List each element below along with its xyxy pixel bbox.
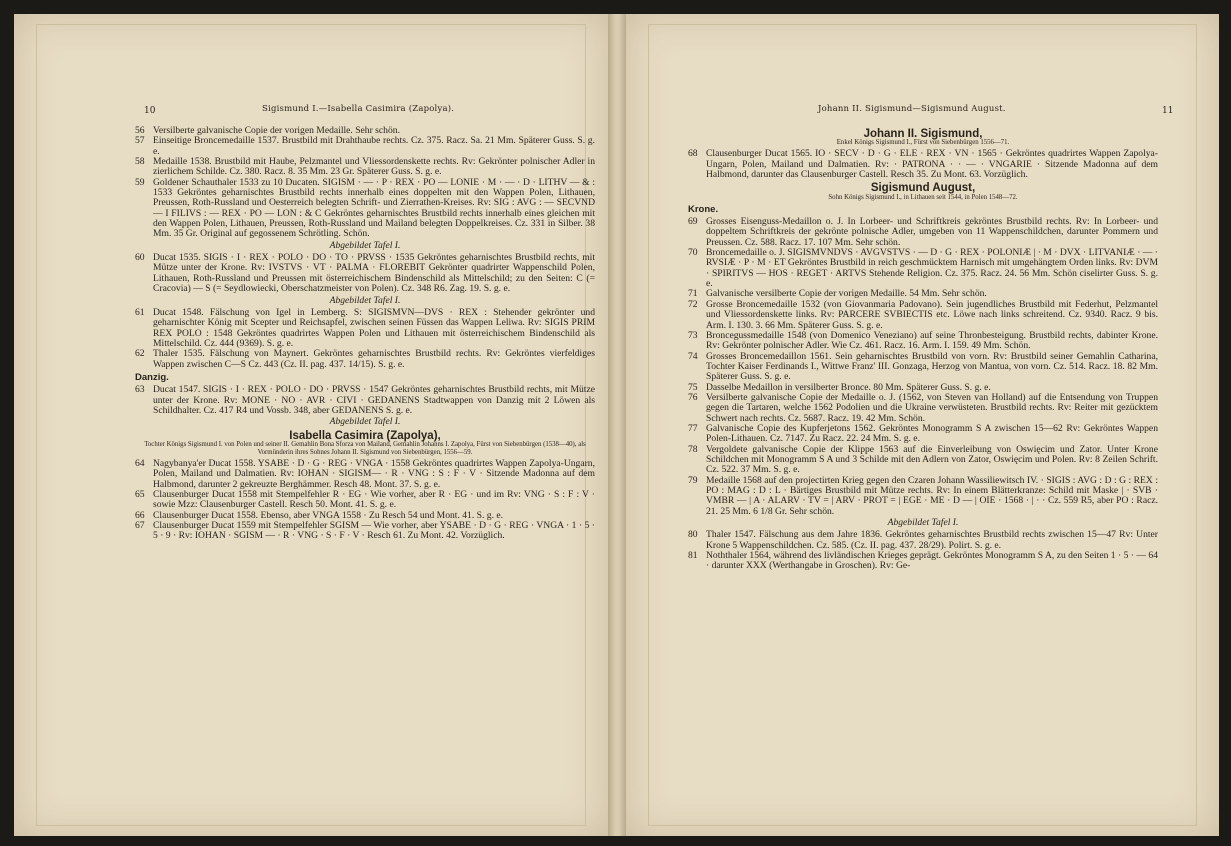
entry-number: 77 [688, 422, 698, 434]
catalogue-entry [135, 459, 595, 490]
entry-number: 67 [135, 520, 145, 532]
entry-text: Ducat 1548. Fälschung von Igel in Lemberg. S: SIGISMVN—DVS · REX : Stehender gekrönter und geharnischter König mit Scepter und Reichsapfel, zwischen seinen Füssen das Wappen Leliwa. Rv: SIGIS PRIM REX POLO : 1548 Gekröntes quadrirtes Wappen Polen und Lithauen mit österreichischem Bindenschild als Mittelschild. Cz. 444 (9369). S. g. e. [153, 306, 595, 349]
catalogue-entry [688, 217, 1158, 248]
entry-group [135, 308, 595, 370]
entry-group [135, 126, 595, 240]
entry-number: 74 [688, 350, 698, 362]
running-head: Johann II. Sigismund—Sigismund August. [818, 104, 1006, 114]
entry-number: 57 [135, 135, 145, 147]
catalogue-entry [135, 308, 595, 349]
entry-number: 56 [135, 125, 145, 136]
entry-text: Grosses Broncemedaillon 1561. Sein geharnischtes Brustbild von vorn. Rv: Brustbild seiner Gemahlin Catharina, Tochter Kaiser Ferdinands I., Wittwe Franz' III. Gonzaga, Herzog von Mantua, von vorn. Cz. 514. Racz. 18. 82 Mm. Späterer Guss. S. g. e. [706, 350, 1158, 383]
entry-number: 65 [135, 489, 145, 500]
catalogue-entry [688, 149, 1158, 180]
entry-text: Thaler 1535. Fälschung von Maynert. Gekröntes geharnischtes Brustbild rechts. Rv: Gekröntes vierfeldiges Wappen zwischen C—S Cz. 443 (Cz. II. pag. 437. 14/15). S. g. e. [153, 348, 595, 370]
entry-text: Clausenburger Ducat 1558. Ebenso, aber VNGA 1558 · Zu Resch 54 und Mont. 41. S. g. e. [153, 509, 504, 521]
catalogue-entry [135, 136, 595, 157]
left-content [135, 126, 595, 542]
catalogue-entry [135, 349, 595, 370]
entry-text: Medaille 1568 auf den projectirten Krieg gegen den Czaren Johann Wassiliewitsch IV. · SIGIS : AVG : D : G : REX : PO : MAG : D : L · Bärtiges Brustbild mit Mütze rechts. Rv: In einem Blätterkranze: Schild mit Maske | · SVB · VMBR — | A · ALARV · TV = | ARV · PROT = | EGE · ME · D — | OIE · 1568 · | · · Cz. 559 R5, aber PO : Racz. 21. 25 Mm. 6 1/8 Gr. Sehr schön. [706, 474, 1158, 517]
book-gutter [608, 14, 626, 836]
entry-text: Versilberte galvanische Copie der Medaille o. J. (1562, von Steven van Holland) auf die Entsendung von Truppen gegen die Tartaren, welche 1562 Podolien und die Ukraine verwüsteten. Brustbild rechts. Rv: Reiter mit gezücktem Schwert nach rechts. Cz. 5687. Racz. 19. 42 Mm. Schön. [706, 391, 1158, 424]
entry-number: 63 [135, 384, 145, 396]
catalogue-entry [135, 490, 595, 511]
entry-text: Grosses Eisenguss-Medaillon o. J. In Lorbeer- und Schriftkreis gekröntes Brustbild rechts. Rv: In Lorbeer- und doppeltem Schriftkreis der gekrönte polnische Adler, umgeben von 11 Wappenschildchen, darunter Pommern und Preussen. Cz. 588. Racz. 17. 107 Mm. Sehr schön. [706, 216, 1158, 248]
heading-sigismund: Sigismund August, [870, 182, 976, 195]
running-head: Sigismund I.—Isabella Casimira (Zapolya). [262, 104, 455, 114]
entry-text: Goldener Schauthaler 1533 zu 10 Ducaten. SIGISM · — · P · REX · PO — LONIE · M · — · D · LITHV — & : 1533 Gekröntes geharnischtes Brustbild rechts innerhalb eines doppelten mit den Wappen Polen, Lithauen, Preussen, Roth-Russland und Oesterreich belegten Schrift- und Zierrathen-Kreises. Rv: SIG : AVG : — SECVND — I FILIVS : — REX · PO — LON : & C Gekröntes geharnischtes Brustbild rechts innerhalb eines gleichen mit den Wappen Polen, Lithauen, Preussen, Roth-Russland und Mailand belegten Doppelkreises. Cz. 331 in Silber. 38 Mm. 35 Gr. Original auf gegossenem Schrötling. Schön. [153, 176, 595, 240]
entry-text: Clausenburger Ducat 1565. IO · SECV · D · G · ELE · REX · VN · 1565 · Gekröntes quadrirtes Wappen Zapolya-Ungarn, Polen, Mailand und Dalmatien. Rv: · PATRONA · · — · VNGARIE · Sitzende Madonna auf dem Halbmond, darunter das Clausenburger Castell. Resch 35. Zu Mont. 63. Vorzüglich. [706, 148, 1158, 181]
catalogue-entry [688, 300, 1158, 331]
entry-number: 80 [688, 529, 698, 541]
plate-reference: Abgebildet Tafel I. [329, 294, 401, 306]
entry-text: Einseitige Broncemedaille 1537. Brustbild mit Drahthaube rechts. Cz. 375. Racz. Sa. 21 Mm. Späterer Guss. S. g. e. [153, 135, 595, 157]
entry-number: 70 [688, 247, 698, 259]
entry-number: 79 [688, 474, 698, 486]
entry-group [135, 385, 595, 416]
entry-number: 76 [688, 391, 698, 403]
right-page [626, 14, 1219, 836]
plate-reference: Abgebildet Tafel I. [887, 517, 959, 529]
entry-number: 66 [135, 509, 145, 521]
entry-number: 64 [135, 457, 145, 469]
plate-reference: Abgebildet Tafel I. [329, 239, 401, 251]
entry-text: Dasselbe Medaillon in versilberter Bronce. 80 Mm. Späterer Guss. S. g. e. [706, 381, 991, 393]
catalogue-entry [688, 551, 1158, 572]
entry-number: 59 [135, 176, 145, 188]
entry-number: 60 [135, 252, 145, 264]
entry-number: 73 [688, 329, 698, 341]
catalogue-entry [135, 521, 595, 542]
section-heading-danzig: Danzig. [135, 371, 169, 383]
catalogue-entry [135, 253, 595, 294]
heading-johann: Johann II. Sigismund, [863, 128, 983, 140]
entry-text: Thaler 1547. Fälschung aus dem Jahre 1836. Gekröntes geharnischtes Brustbild rechts zwischen 15—47 Rv: Unter Krone 5 Wappenschildchen. Cz. 585. (Cz. II. pag. 437. 28/29). Polirt. S. g. e. [706, 529, 1158, 551]
right-content [688, 126, 1158, 572]
entry-number: 81 [688, 550, 698, 562]
entry-number: 58 [135, 156, 145, 168]
entry-text: Grosse Broncemedaille 1532 (von Giovanmaria Padovano). Sein jugendliches Brustbild mit Federhut, Pelzmantel und Vliessordenskette links. Rv: PARCERE SVBIECTIS etc. Löwe nach links schreitend. Cz. 9340. Racz. 9 bis. Arm. I. 130. 3. 66 Mm. Späterer Guss. S. g. e. [706, 298, 1158, 331]
catalogue-entry [688, 393, 1158, 424]
catalogue-entry [135, 178, 595, 240]
entry-number: 75 [688, 381, 698, 393]
left-page [14, 14, 608, 836]
entry-text: Galvanische versilberte Copie der vorigen Medaille. 54 Mm. Sehr schön. [706, 288, 987, 300]
catalogue-entry [135, 157, 595, 178]
entry-text: Ducat 1547. SIGIS · I · REX · POLO · DO · PRVSS · 1547 Gekröntes geharnischtes Brustbild rechts, mit Mütze unter der Krone. Rv: MONE · NO · AVR · CIVI · GEDANENS Stadtwappen von Danzig mit 2 Löwen als Schildhalter. Cz. 417 R4 und Vossb. 348, aber GEDANENS S. g. e. [153, 384, 595, 416]
entry-group [688, 217, 1158, 517]
entry-text: Ducat 1535. SIGIS · I · REX · POLO · DO · TO · PRVSS · 1535 Gekröntes geharnischtes Brustbild rechts, mit Mütze unter der Krone. Rv: IVSTVS · VT · PALMA · FLOREBIT Gekrönter quadrirter Wappenschild Polen, Lithauen, Roth-Russland und Preussen mit österreichischem Bindenschild als Mittelschild; zu den Seiten: C (= Cracovia) — S (= Seydlowiecki, Oberschatzmeister von Polen). Cz. 348 R6. Zag. 19. S. g. e. [153, 252, 595, 295]
section-heading-krone: Krone. [688, 203, 719, 215]
entry-text: Galvanische Copie des Kupferjetons 1562. Gekröntes Monogramm S A zwischen 15—62 Rv: Gekröntes Wappen Polen-Lithauen. Cz. 7147. Zu Racz. 22. 24 Mm. S. g. e. [706, 422, 1158, 445]
entry-text: Broncegussmedaille 1548 (von Domenico Veneziano) auf seine Thronbesteigung. Brustbild rechts, dabinter Krone. Rv: Gekrönter polnischer Adler. Wie Cz. 461. Racz. 16. Arm. I. 159. 49 Mm. Schön. [706, 329, 1158, 352]
entry-number: 69 [688, 216, 698, 228]
entry-group [688, 149, 1158, 180]
catalogue-entry [688, 445, 1158, 476]
subheading-sigismund: Sohn Königs Sigismund I., in Lithauen seit 1544, in Polen 1548—72. [828, 193, 1018, 201]
heading-isabella: Isabella Casimira (Zapolya), [289, 429, 441, 442]
catalogue-entry [688, 331, 1158, 352]
entry-text: Clausenburger Ducat 1559 mit Stempelfehler SGISM — Wie vorher, aber YSABE · D · G · REG · VNGA · 1 · 5 · 5 · 9 · Rv: IOHAN · SGISM — · R · VNG · S · F · V · Resch 61. Zu Mont. 42. Vorzüglich. [153, 520, 595, 542]
entry-group [135, 253, 595, 294]
entry-group [688, 530, 1158, 571]
entry-text: Versilberte galvanische Copie der vorigen Medaille. Sehr schön. [153, 125, 400, 136]
page-number: 10 [144, 106, 156, 116]
catalogue-entry [688, 352, 1158, 383]
entry-number: 72 [688, 298, 698, 310]
entry-text: Medaille 1538. Brustbild mit Haube, Pelzmantel und Vliessordenskette rechts. Rv: Gekrönter polnischer Adler in zierlichem Schilde. Cz. 380. Racz. 8. 35 Mm. 23 Gr. Späterer Guss. S. g. e. [153, 156, 595, 178]
entry-number: 68 [688, 148, 698, 160]
entry-number: 78 [688, 443, 698, 455]
entry-number: 61 [135, 306, 145, 318]
entry-text: Nagybanya'er Ducat 1558. YSABE · D · G · REG · VNGA · 1558 Gekröntes quadrirtes Wappen Zapolya-Ungarn, Polen, Mailand und Dalmatien. Rv: IOHAN · SIGISM— · R · VNG : S : F · V · Sitzende Madonna auf dem Halbmond, darunter 2 gekreuzte Berghämmer. Resch 48. Mont. 37. S. g. e. [153, 457, 595, 490]
subheading-johann: Enkel Königs Sigismund I., Fürst von Siebenbürgen 1556—71. [836, 139, 1010, 147]
entry-text: Clausenburger Ducat 1558 mit Stempelfehler R · EG · Wie vorher, aber R · EG · und im Rv: VNG · S : F : V · sowie Mzz: Clausenburger Castell. Resch 50. Mont. 41. S. g. e. [153, 489, 595, 511]
catalogue-entry [688, 248, 1158, 289]
entry-group [135, 459, 595, 542]
entry-number: 62 [135, 348, 145, 360]
subheading-isabella: Tochter Königs Sigismund I. von Polen und seiner II. Gemahlin Bona Sforza von Mailand, Gemahlin Johanns I. Zapolya, Fürst von Siebenbürgen (1538—40), als Vormünderin ihres Sohnes Johann II. Sigismund von Siebenbürgen, 1556—59. [144, 440, 586, 456]
entry-text: Broncemedaille o. J. SIGISMVNDVS · AVGVSTVS · — D · G · REX · POLONIÆ | · M · DVX · LITVANIÆ · — · RVSIÆ · P · M · ET Gekröntes Brustbild in reich geschmücktem Harnisch mit umgehängtem Orden links. Rv: DVM · SPIRITVS — HOS · REGET · ARTVS Stehende Religion. Cz. 375. Racz. 24. 56 Mm. Schön ciselirter Guss. S. g. e. [706, 247, 1158, 290]
page-number: 11 [1162, 106, 1174, 116]
catalogue-entry [688, 530, 1158, 551]
plate-reference: Abgebildet Tafel I. [329, 416, 401, 428]
catalogue-entry [135, 385, 595, 416]
catalogue-entry [688, 476, 1158, 517]
catalogue-entry [688, 424, 1158, 445]
entry-text: Vergoldete galvanische Copie der Klippe 1563 auf die Einverleibung von Oswięcim und Zator. Unter Krone Schildchen mit Monogramm S A und 3 Schilde mit den Adlern von Zator, Oswięcim und Polen. Rv: 8 Zeilen Schrift. Cz. 522. 37 Mm. S. g. e. [706, 443, 1158, 476]
entry-text: Noththaler 1564, während des livländischen Krieges geprägt. Gekröntes Monogramm S A, zu den Seiten 1 · 5 · — 64 · darunter XXX (Werthangabe in Groschen). Rv: Ge- [706, 550, 1158, 572]
entry-number: 71 [688, 288, 698, 300]
